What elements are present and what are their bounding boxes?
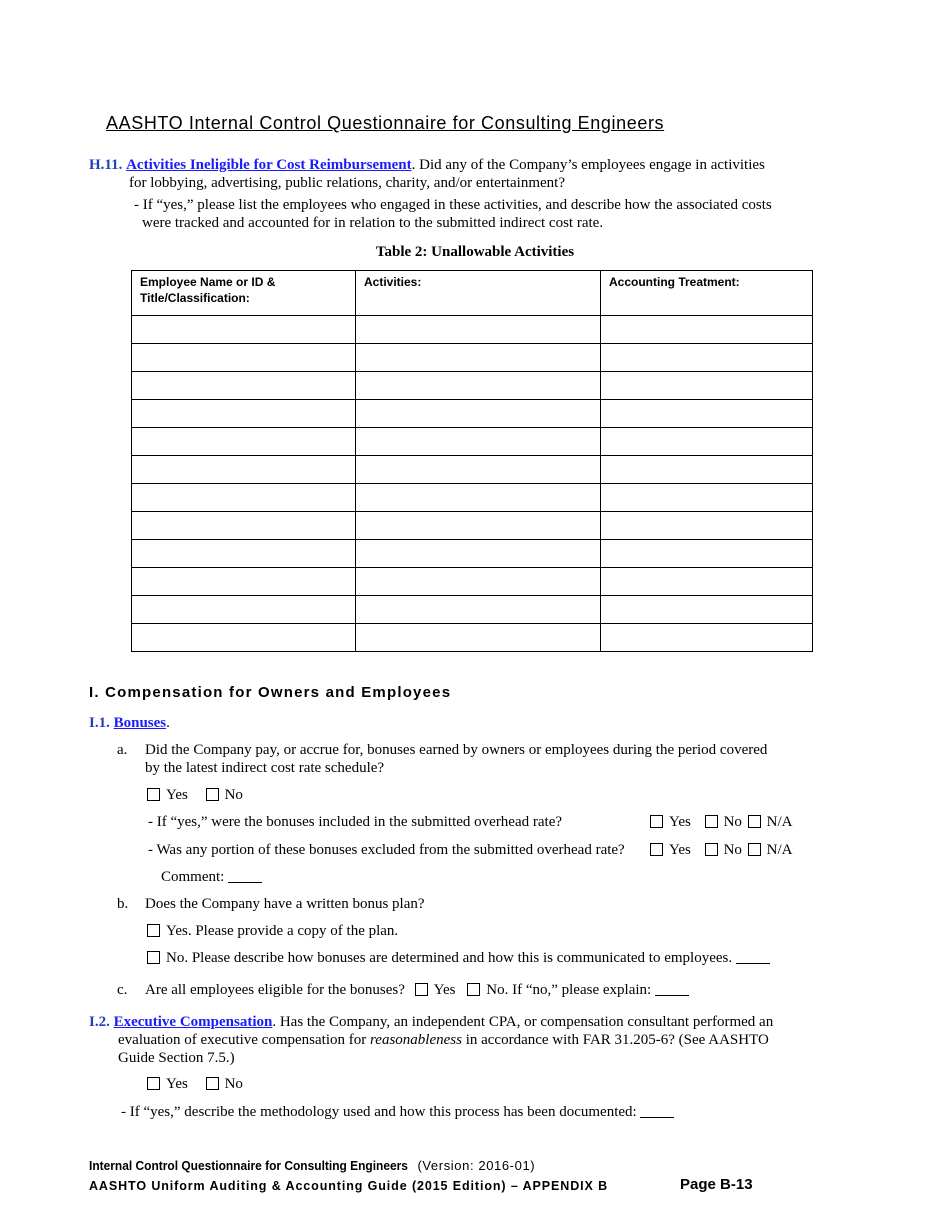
no-checkbox[interactable] [705, 843, 718, 856]
item-b-no-option [147, 949, 770, 967]
table-cell[interactable] [132, 372, 356, 400]
h11-sub-instruction: - If “yes,” please list the employees who engaged in these activities, and describe how the associated costs [134, 197, 772, 213]
item-a-options [147, 786, 243, 804]
option-label: Yes [669, 814, 691, 830]
footer-version: (Version: 2016-01) [417, 1158, 536, 1173]
emphasis-text: reasonableness [370, 1032, 462, 1048]
option-label: Yes [166, 787, 188, 803]
table-cell[interactable] [601, 344, 813, 372]
header-text: Employee Name or ID & [140, 275, 276, 289]
option-label: No [723, 814, 742, 830]
table-cell[interactable] [356, 316, 601, 344]
question-i2 [89, 1013, 773, 1031]
bonuses-excluded-question: - Was any portion of these bonuses excluded from the submitted overhead rate? [148, 842, 625, 858]
item-b-label: b. [117, 896, 129, 912]
question-i2-line2 [118, 1031, 769, 1049]
table-cell[interactable] [601, 316, 813, 344]
yes-checkbox[interactable] [650, 843, 663, 856]
item-a-text: Did the Company pay, or accrue for, bonuses earned by owners or employees during the period covered [145, 742, 768, 758]
table-cell[interactable] [356, 568, 601, 596]
table-cell[interactable] [356, 624, 601, 652]
table-cell[interactable] [356, 400, 601, 428]
table-row [132, 624, 813, 652]
table-cell[interactable] [132, 344, 356, 372]
table-row [132, 540, 813, 568]
table-cell[interactable] [132, 512, 356, 540]
header-text: Title/Classification: [140, 291, 250, 305]
table-cell[interactable] [601, 400, 813, 428]
footer-title: Internal Control Questionnaire for Consulting Engineers [89, 1158, 408, 1173]
footer-line2: AASHTO Uniform Auditing & Accounting Guide (2015 Edition) – APPENDIX B [89, 1179, 609, 1193]
table-cell[interactable] [601, 596, 813, 624]
option-label: No [723, 842, 742, 858]
column-header-employee [132, 271, 356, 316]
table-cell[interactable] [356, 456, 601, 484]
i2-methodology-row [121, 1103, 674, 1121]
yes-checkbox[interactable] [147, 788, 160, 801]
h11-sub-instruction-line2: were tracked and accounted for in relation to the submitted indirect cost rate. [142, 215, 604, 231]
unallowable-activities-table [131, 270, 813, 652]
comment-label: Comment: [161, 869, 225, 885]
table-cell[interactable] [132, 540, 356, 568]
option-label: No [224, 787, 243, 803]
question-number: I.1. [89, 715, 110, 731]
table-cell[interactable] [132, 316, 356, 344]
column-header-activities: Activities: [356, 271, 601, 316]
item-a-label: a. [117, 742, 128, 758]
h11-title-link[interactable]: Activities Ineligible for Cost Reimbursement [126, 157, 412, 173]
table-cell[interactable] [601, 428, 813, 456]
option-label: No. Please describe how bonuses are determined and how this is communicated to employees. [166, 950, 733, 966]
footer-line1 [89, 1158, 535, 1175]
yes-checkbox[interactable] [147, 924, 160, 937]
question-i1 [89, 714, 170, 732]
question-number: H.11. [89, 157, 123, 173]
question-text: . Did any of the Company’s employees engage in activities [411, 157, 765, 173]
item-b-yes-option [147, 922, 398, 940]
methodology-blank-field[interactable] [640, 1103, 674, 1118]
question-h11 [89, 156, 765, 174]
explain-blank-field[interactable] [655, 981, 689, 996]
column-header-accounting: Accounting Treatment: [601, 271, 813, 316]
option-label: N/A [766, 814, 793, 830]
option-label: No [224, 1076, 243, 1092]
option-label: Yes. Please provide a copy of the plan. [166, 923, 399, 939]
option-label: Yes [433, 982, 456, 998]
comment-row [161, 868, 262, 886]
table-row [132, 316, 813, 344]
i2-options [147, 1075, 243, 1093]
item-a-text-line2: by the latest indirect cost rate schedule? [145, 760, 385, 776]
table-cell[interactable] [356, 372, 601, 400]
table-cell[interactable] [132, 400, 356, 428]
bonuses-included-question: - If “yes,” were the bonuses included in the submitted overhead rate? [148, 814, 563, 830]
yes-checkbox[interactable] [147, 1077, 160, 1090]
table-cell[interactable] [356, 540, 601, 568]
table-cell[interactable] [601, 568, 813, 596]
document-header-title: AASHTO Internal Control Questionnaire for Consulting Engineers [106, 113, 665, 133]
yes-checkbox[interactable] [650, 815, 663, 828]
option-label: No. If “no,” please explain: [486, 982, 652, 998]
explain-blank-field[interactable] [736, 949, 770, 964]
table-cell[interactable] [132, 624, 356, 652]
table-cell[interactable] [601, 540, 813, 568]
table-cell[interactable] [601, 456, 813, 484]
table-body [132, 316, 813, 652]
table-cell[interactable] [132, 428, 356, 456]
table-row [132, 484, 813, 512]
item-b-text: Does the Company have a written bonus plan? [145, 896, 425, 912]
table-cell[interactable] [356, 596, 601, 624]
option-label: Yes [166, 1076, 188, 1092]
page-number: Page B-13 [680, 1176, 753, 1193]
executive-compensation-link[interactable]: Executive Compensation [113, 1014, 273, 1030]
period: . [166, 715, 170, 731]
table-cell[interactable] [132, 484, 356, 512]
table-cell[interactable] [132, 456, 356, 484]
table-row [132, 400, 813, 428]
table-cell[interactable] [601, 512, 813, 540]
table-cell[interactable] [356, 484, 601, 512]
table-caption: Table 2: Unallowable Activities [375, 244, 575, 260]
section-i-title: I. Compensation for Owners and Employees [89, 684, 452, 701]
bonuses-link[interactable]: Bonuses [113, 715, 167, 731]
question-text: in accordance with FAR 31.205-6? (See AASHTO [461, 1032, 769, 1048]
option-label: Yes [669, 842, 691, 858]
table-row [132, 568, 813, 596]
table-cell[interactable] [132, 568, 356, 596]
no-checkbox[interactable] [206, 788, 219, 801]
no-checkbox[interactable] [467, 983, 480, 996]
table-cell[interactable] [601, 624, 813, 652]
item-c-label: c. [117, 982, 128, 998]
no-checkbox[interactable] [147, 951, 160, 964]
na-checkbox[interactable] [748, 843, 761, 856]
no-checkbox[interactable] [206, 1077, 219, 1090]
table-row [132, 428, 813, 456]
table-row [132, 596, 813, 624]
bonuses-excluded-options [650, 841, 793, 859]
question-i2-line3: Guide Section 7.5.) [118, 1050, 235, 1066]
table-row [132, 456, 813, 484]
yes-checkbox[interactable] [415, 983, 428, 996]
bonuses-included-options [650, 813, 793, 831]
question-text: . Has the Company, an independent CPA, or compensation consultant performed an [272, 1014, 774, 1030]
question-number: I.2. [89, 1014, 110, 1030]
i2-methodology-question: - If “yes,” describe the methodology used and how this process has been documented: [121, 1104, 637, 1120]
table-cell[interactable] [356, 512, 601, 540]
no-checkbox[interactable] [705, 815, 718, 828]
option-label: N/A [766, 842, 793, 858]
question-h11-text-line2: for lobbying, advertising, public relations, charity, and/or entertainment? [129, 175, 565, 191]
table-row [132, 372, 813, 400]
table-row [132, 344, 813, 372]
table-header-row [132, 271, 813, 316]
item-c-row [145, 981, 689, 999]
question-text: evaluation of executive compensation for [118, 1032, 370, 1048]
table-cell[interactable] [356, 428, 601, 456]
comment-blank-field[interactable] [228, 868, 262, 883]
table-cell[interactable] [601, 372, 813, 400]
table-cell[interactable] [132, 596, 356, 624]
table-row [132, 512, 813, 540]
item-c-text: Are all employees eligible for the bonuses? [145, 982, 405, 998]
table-cell[interactable] [356, 344, 601, 372]
table-cell[interactable] [601, 484, 813, 512]
na-checkbox[interactable] [748, 815, 761, 828]
